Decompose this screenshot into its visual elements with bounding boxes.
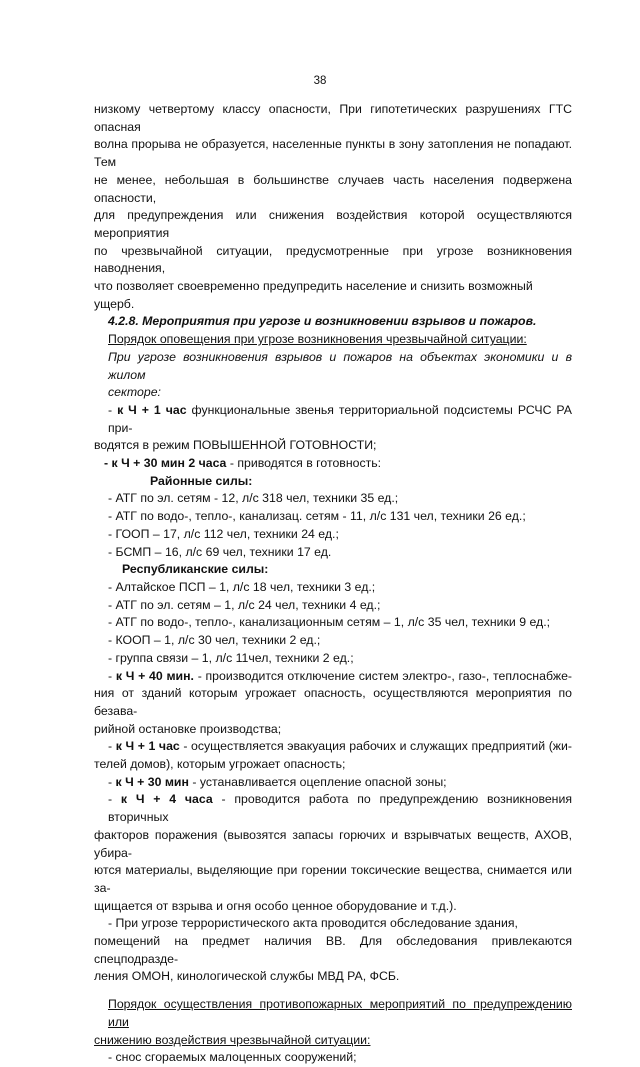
time-label: к Ч + 30 мин 2 часа xyxy=(111,456,227,471)
threat-paragraph xyxy=(94,349,572,402)
step-h4 xyxy=(94,791,572,915)
text-line: ются материалы, выделяющие при горении токсические вещества, снимается или за- xyxy=(94,863,572,895)
time-label: к Ч + 1 час xyxy=(115,739,180,754)
text-line: низкому четвертому классу опасности, При гипотетических разрушениях ГТС опасная xyxy=(94,102,572,134)
list-item: - АТГ по эл. сетям - 12, л/с 318 чел, техники 35 ед.; xyxy=(108,491,399,506)
republic-forces-title: Республиканские силы: xyxy=(122,562,269,577)
text-line: - к Ч + 4 часа - проводится работа по предупреждению возникновения вторичных xyxy=(108,792,572,825)
text-line: - к Ч + 40 мин. - производится отключение систем электро-, газо-, теплоснабже- xyxy=(108,668,573,683)
text-line: щищается от взрыва и огня особо ценное оборудование и т.д.). xyxy=(94,898,457,913)
text-line: факторов поражения (вывозятся запасы горючих и взрывчатых веществ, АХОВ, убира- xyxy=(94,827,572,860)
step-h1 xyxy=(94,402,572,455)
list-item: - АТГ по водо-, тепло-, канализационным сетям – 1, л/с 35 чел, техники 9 ед.; xyxy=(108,615,551,630)
text-line: снижению воздействия чрезвычайной ситуации: xyxy=(94,1032,371,1047)
list-item: - АТГ по эл. сетям – 1, л/с 24 чел, техники 4 ед.; xyxy=(108,597,381,612)
text-line: ния от зданий которым угрожает опасность, осуществляются мероприятия по безава- xyxy=(94,686,572,718)
list-item: - снос сгораемых малоценных сооружений; xyxy=(108,1050,357,1065)
text-line: помещений на предмет наличия ВВ. Для обследования привлекаются спецподразде- xyxy=(94,934,572,966)
list-item: - Алтайское ПСП – 1, л/с 18 чел, техники 3 ед.; xyxy=(108,579,376,594)
list-item: - группа связи – 1, л/с 11чел, техники 2 ед.; xyxy=(108,650,354,665)
text-line: рийной остановке производства; xyxy=(94,721,282,736)
step-h1-evacuation xyxy=(94,738,572,773)
step-h30-cordon: - к Ч + 30 мин - устанавливается оцепление опасной зоны; xyxy=(108,774,447,789)
text-line: Порядок осуществления противопожарных мероприятий по предупреждению или xyxy=(108,997,572,1029)
terror-paragraph xyxy=(94,915,572,986)
district-forces-list xyxy=(94,490,572,561)
list-item: - ГООП – 17, л/с 112 чел, техники 24 ед.; xyxy=(108,526,339,541)
time-label: к Ч + 40 мин. xyxy=(115,668,194,683)
step-h30: - к Ч + 30 мин 2 часа - приводятся в готовность: xyxy=(104,456,382,471)
text-line: по чрезвычайной ситуации, предусмотренные при угрозе возникновения наводнения, xyxy=(94,243,572,276)
section-heading: 4.2.8. Мероприятия при угрозе и возникновении взрывов и пожаров. xyxy=(108,314,537,329)
text-line: секторе: xyxy=(108,385,161,400)
republic-forces-list xyxy=(94,579,572,668)
list-item: - АТГ по водо-, тепло-, канализац. сетям - 11, л/с 131 чел, техники 26 ед.; xyxy=(108,509,526,524)
step-h40 xyxy=(94,668,572,739)
district-forces-title: Районные силы: xyxy=(150,473,253,488)
notification-title: Порядок оповещения при угрозе возникновения чрезвычайной ситуации: xyxy=(108,332,527,347)
time-label: к Ч + 1 час xyxy=(117,402,187,417)
text-line: что позволяет своевременно предупредить население и снизить возможный ущерб. xyxy=(94,279,533,311)
fire-measures-title xyxy=(94,996,572,1049)
text-line: ления ОМОН, кинологической службы МВД РА, ФСБ. xyxy=(94,969,400,984)
time-label: к Ч + 4 часа xyxy=(120,792,213,807)
page-number: 38 xyxy=(313,75,327,87)
text-line: для предупреждения или снижения воздействия которой осуществляются мероприятия xyxy=(94,208,572,240)
text-line: - к Ч + 1 час функциональные звенья территориальной подсистемы РСЧС РА при- xyxy=(108,402,572,435)
list-item: - БСМП – 16, л/с 69 чел, техники 17 ед. xyxy=(108,544,332,559)
text-line: не менее, небольшая в большинстве случаев часть населения подвержена опасности, xyxy=(94,172,572,205)
document-body xyxy=(94,101,572,1067)
intro-paragraph xyxy=(94,101,572,313)
text-line: - к Ч + 1 час - осуществляется эвакуация рабочих и служащих предприятий (жи- xyxy=(108,739,572,754)
time-label: к Ч + 30 мин xyxy=(115,774,189,789)
list-item: - КООП – 1, л/с 30 чел, техники 2 ед.; xyxy=(108,633,321,648)
text-line: - При угрозе террористического акта проводится обследование здания, xyxy=(108,916,518,931)
text-line: телей домов), которым угрожает опасность; xyxy=(94,757,346,772)
text-line: водятся в режим ПОВЫШЕННОЙ ГОТОВНОСТИ; xyxy=(94,438,377,453)
text-line: При угрозе возникновения взрывов и пожаров на объектах экономики и в жилом xyxy=(108,349,572,382)
text-line: волна прорыва не образуется, населенные пункты в зону затопления не попадают. Тем xyxy=(94,137,572,170)
